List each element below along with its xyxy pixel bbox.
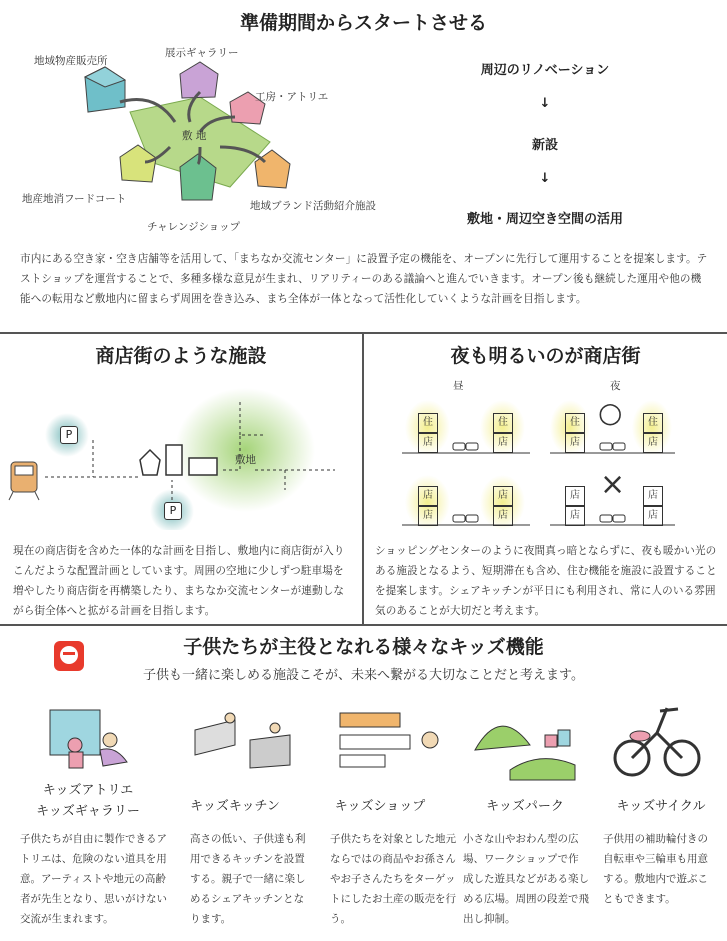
house-box: 住: [565, 413, 585, 433]
section1-title: 準備期間からスタートさせる: [239, 12, 487, 34]
kids-cycle-name: キッズサイクル: [616, 799, 706, 814]
kids-cycle-illustration: [612, 703, 702, 783]
kids-atelier-name: キッズアトリエ: [42, 783, 134, 798]
kids-kitchen-name: キッズキッチン: [190, 799, 280, 814]
kids-gallery-name: キッズギャラリー: [36, 804, 140, 819]
divider: [0, 624, 727, 626]
section3-paragraph: ショッピングセンターのように夜間真っ暗とならずに、夜も暖かい光のある施設となるよう、短期滞在も含め、住む機能を施設に設置することを提案します。シェアキッチンが平日にも利用され、常に人のいる雰囲気のあることが大切だと考えます。: [375, 545, 717, 617]
house-box: 住: [418, 413, 438, 433]
shop-box: 店: [643, 486, 663, 506]
shop-box: 店: [418, 433, 438, 453]
kids-shop-illustration: [335, 705, 445, 770]
shop-box: 店: [643, 433, 663, 453]
label-local-products: 地域物産販売所: [34, 55, 108, 67]
shop-box: 店: [493, 506, 513, 526]
kids-park-desc: 小さな山やおわん型の広場、ワークショップで作成した遊具などがある楽しめる広場。周囲の段差で飛出し抑制。: [463, 833, 589, 925]
section4-title: 子供たちが主役となれる様々なキッズ機能: [183, 636, 544, 658]
flow-arrow2: ↓: [539, 171, 551, 186]
divider: [362, 332, 364, 624]
night-label: 夜: [610, 380, 621, 392]
shop-box: 店: [418, 486, 438, 506]
shop-box: 店: [418, 506, 438, 526]
flow-step2: 新設: [531, 138, 558, 153]
section1-paragraph: 市内にある空き家・空き店舗等を活用して、「まちなか交流センター」に設置予定の機能を、オープンに先行して運用することを提案します。テストショップを運営することで、多種多様な意見が生まれ、リアリティーのある議論へと進んでいきます。オープン後も継続した運用や他の機能への転用など敷地内に留まらず周囲を巻き込み、まち全体が一体となって活性化していくような計画を目指します。: [20, 253, 708, 305]
kids-cycle-desc: 子供用の補助輪付きの自転車や三輪車も用意する。敷地内で遊ぶこともできます。: [603, 833, 708, 905]
shop-box: 店: [643, 506, 663, 526]
shop-box: 店: [565, 433, 585, 453]
kids-kitchen-desc: 高さの低い、子供達も利用できるキッチンを設置する。親子で一緒に楽しめるシェアキッチンとなります。: [190, 833, 306, 925]
kids-kitchen-illustration: [190, 710, 300, 770]
good-mark-icon: ○: [598, 396, 623, 429]
kids-atelier-desc: 子供たちが自由に製作できるアトリエは、危険のない道具を用意。アーティストや地元の高齢者が先生となり、思いがけない交流が生まれます。: [20, 833, 167, 925]
day-label: 昼: [453, 380, 464, 392]
kids-park-name: キッズパーク: [486, 799, 564, 814]
label-atelier: 工房・アトリエ: [255, 91, 329, 103]
flow-arrow1: ↓: [539, 96, 551, 111]
section2-paragraph: 現在の商店街を含めた一体的な計画を目指し、敷地内に商店街が入りこんだような配置計画としています。周囲の空地に少しずつ駐車場を増やしたり商店街を再構築したり、まちなか交流センターが連動しながら街全体へと拡がる計画を目指します。: [13, 545, 345, 617]
kids-shop-desc: 子供たちを対象とした地元ならではの商品やお孫さんやお子さんたちをターゲットにしたお土産の販売を行う。: [330, 833, 456, 925]
site-label: 敷地: [235, 454, 256, 466]
green-glow: [175, 388, 315, 512]
shop-box: 店: [493, 433, 513, 453]
shop-box: 店: [565, 506, 585, 526]
kids-shop-name: キッズショップ: [334, 799, 426, 814]
parking-icon: P: [164, 502, 182, 520]
house-local-products-icon: [85, 67, 125, 112]
label-food-court: 地産地消フードコート: [22, 193, 127, 205]
label-challenge-shop: チャレンジショップ: [147, 221, 241, 233]
train-icon: [9, 462, 39, 500]
house-box: 住: [493, 413, 513, 433]
parking-icon: P: [60, 426, 78, 444]
section4-subtitle: 子供も一緒に楽しめる施設こそが、未来へ繋がる大切なことだと考えます。: [143, 668, 584, 683]
kids-park-illustration: [470, 705, 580, 785]
flow-step1: 周辺のリノベーション: [480, 63, 610, 78]
label-gallery: 展示ギャラリー: [165, 47, 239, 59]
label-site: 敷 地: [182, 130, 207, 142]
house-brand-center-icon: [255, 150, 290, 188]
section2-title: 商店街のような施設: [95, 345, 267, 367]
shop-box: 店: [565, 486, 585, 506]
bad-mark-icon: ×: [600, 467, 626, 502]
divider: [0, 332, 727, 334]
shop-box: 店: [493, 486, 513, 506]
house-box: 住: [643, 413, 663, 433]
label-brand-center: 地域ブランド活動紹介施設: [250, 200, 376, 212]
section3-title: 夜も明るいのが商店街: [450, 345, 641, 367]
kids-atelier-illustration: [45, 700, 135, 770]
flow-step3: 敷地・周辺空き空間の活用: [466, 212, 623, 227]
